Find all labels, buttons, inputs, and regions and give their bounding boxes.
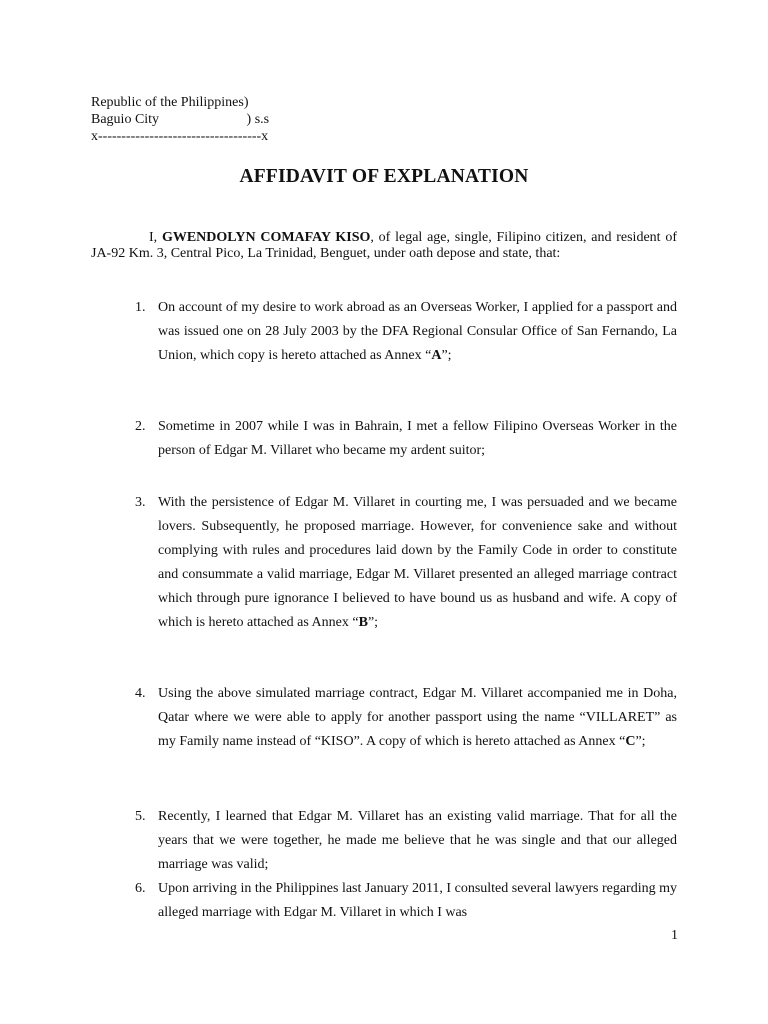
item-number: 5.: [135, 809, 146, 824]
item-text: [158, 491, 677, 635]
item-text: [158, 296, 677, 368]
list-item: [91, 805, 677, 877]
annex-letter: A: [431, 348, 442, 363]
intro-prefix: I,: [149, 230, 162, 245]
item-end: ”;: [367, 615, 379, 630]
item-number: 2.: [135, 419, 146, 434]
item-body: Upon arriving in the Philippines last January 2011, I consulted several lawyers regarding my alleged marriage with Edgar M. Villaret in which I was: [158, 881, 677, 920]
item-text: [158, 877, 677, 925]
caption-republic: Republic of the Philippines): [91, 95, 249, 110]
list-item: [91, 491, 677, 635]
caption-divider: x-----------------------------------x: [91, 129, 269, 144]
item-number: 6.: [135, 881, 146, 896]
caption-city: Baguio City ) s.s: [91, 112, 270, 127]
list-item: [91, 877, 677, 925]
annex-letter: C: [625, 734, 636, 749]
list-item: [91, 682, 677, 754]
item-end: ”;: [441, 348, 452, 363]
intro-rest: , of legal age, single, Filipino citizen, and resident of JA-92 Km. 3, Central Pico, La Trinidad, Benguet, under oath depose and state, that:: [91, 230, 677, 261]
item-body: Recently, I learned that Edgar M. Villaret has an existing valid marriage. That for all the years that we were together, he made me believe that he was single and that our alleged marriage was valid;: [158, 809, 677, 872]
intro-paragraph: [91, 230, 677, 262]
item-text: [158, 682, 677, 754]
item-body: Using the above simulated marriage contract, Edgar M. Villaret accompanied me in Doha, Qatar where we were able to apply for another passport using the name “VILLARET” as my Family name instead of “KISO”. A copy of which is hereto attached as Annex “: [158, 686, 677, 749]
item-body: With the persistence of Edgar M. Villaret in courting me, I was persuaded and we became lovers. Subsequently, he proposed marriage. However, for convenience sake and without complying with rules and procedures laid down by the Family Code in order to constitute and consummate a valid marriage, Edgar M. Villaret presented an alleged marriage contract which through pure ignorance I believed to have bound us as husband and wife. A copy of which is hereto attached as Annex “: [158, 495, 677, 630]
item-number: 3.: [135, 495, 146, 510]
list-item: [91, 296, 677, 368]
item-text: [158, 805, 677, 877]
venue-caption: [91, 94, 269, 145]
list-item: [91, 415, 677, 463]
item-body: On account of my desire to work abroad as an Overseas Worker, I applied for a passport and was issued one on 28 July 2003 by the DFA Regional Consular Office of San Fernando, La Union, which copy is hereto attached as Annex “: [158, 300, 677, 363]
item-body: Sometime in 2007 while I was in Bahrain, I met a fellow Filipino Overseas Worker in the person of Edgar M. Villaret who became my ardent suitor;: [158, 419, 677, 458]
item-number: 4.: [135, 686, 146, 701]
item-end: ”;: [635, 734, 646, 749]
affiant-name: GWENDOLYN COMAFAY KISO: [161, 230, 371, 245]
item-text: [158, 415, 677, 463]
document-title: AFFIDAVIT OF EXPLANATION: [239, 166, 529, 187]
annex-letter: B: [358, 615, 368, 630]
page-number: 1: [671, 928, 678, 943]
item-number: 1.: [135, 300, 146, 315]
